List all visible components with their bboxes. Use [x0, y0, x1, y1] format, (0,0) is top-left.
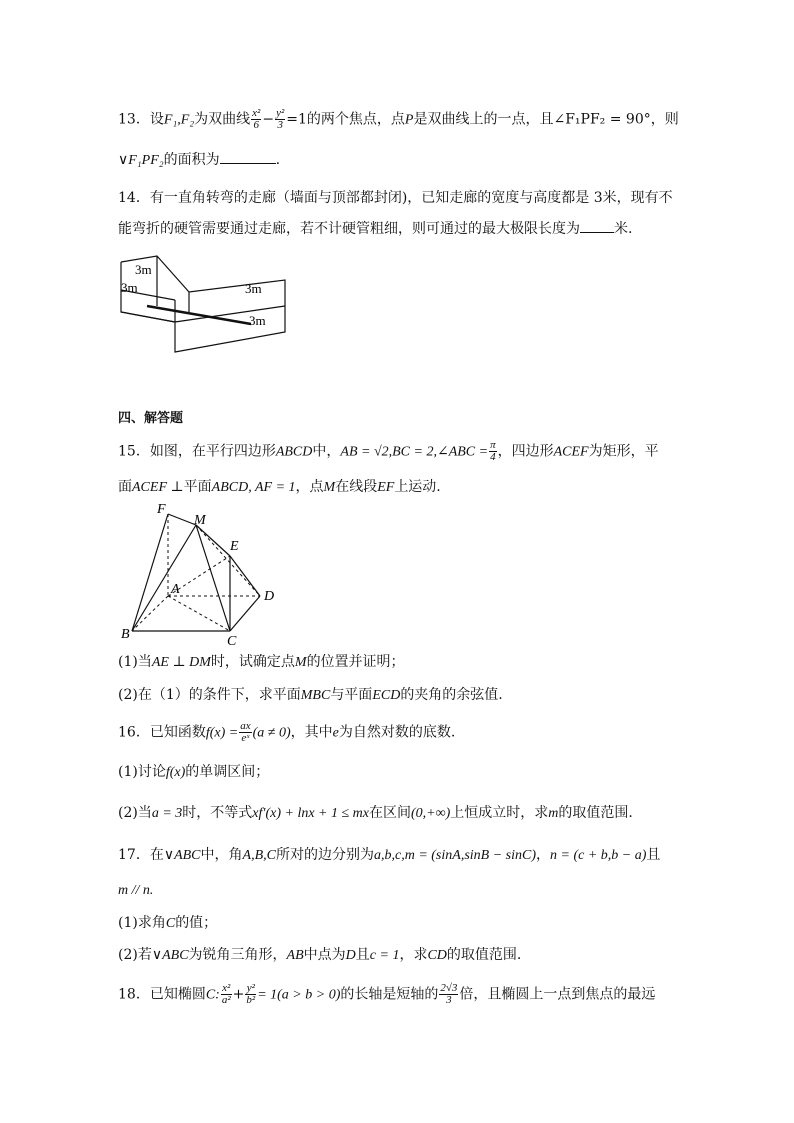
point-label-B: B	[121, 627, 130, 642]
fraction-ax-ex: $\frac{ax}{\text{eˣ}}$	[240, 720, 251, 744]
q16-part2: (2)当a = 3时，不等式xf′(x) + lnx + 1 ≤ mx在区间(0,+∞)上恒成立时，求m的取值范围.	[118, 805, 633, 821]
corridor-figure	[115, 250, 295, 362]
edge-ED	[230, 556, 260, 596]
dim-label-3m: 3m	[249, 313, 266, 328]
edge-MB	[132, 525, 196, 631]
point-label-C: C	[227, 634, 237, 649]
point-label-E: E	[230, 539, 239, 554]
point-label-D: D	[264, 589, 275, 604]
q13-line1: 13．设F₁,F₂为双曲线 $\frac{\text{x²}}{6}$ − $\frac{\text{y²}}{3}$ =1的两个焦点，点P是双曲线上的一点，且∠F₁PF₂ = 90°，则	[118, 107, 679, 131]
dim-label-3m: 3m	[135, 262, 152, 277]
q17-part2: (2)若∨ABC为锐角三角形，AB中点为D且c = 1，求CD的取值范围.	[118, 947, 522, 963]
section-heading: 四、解答题	[118, 411, 184, 426]
q14-line1: 14．有一直角转弯的走廊（墙面与顶部都封闭)，已知走廊的宽度与高度都是 3米，现有不	[118, 190, 673, 206]
q17-line1: 17．在∨ABC中，角A,B,C所对的边分别为a,b,c,m = (sinA,sinB − sinC)，n = (c + b,b − a)且	[118, 847, 661, 863]
q16-part1: (1)讨论f(x)的单调区间；	[118, 764, 270, 780]
q18-line1: 18．已知椭圆C: $\frac{\text{x²}}{\text{a²}}$ + $\frac{\text{y²}}{\text{b²}}$ = 1(a > b > 0)的长轴是短轴的 $\frac{2√3}{3}$ 倍，且椭圆上一点到焦点的最远	[118, 982, 656, 1006]
q17-line2: m // n.	[118, 883, 154, 898]
hidden-edge-MD	[196, 525, 260, 596]
answer-blank	[220, 149, 276, 164]
q17-part1: (1)求角C的值；	[118, 915, 218, 931]
fraction-2sqrt3-3: $\frac{2√3}{3}$	[440, 982, 458, 1006]
dim-label-3m: 3m	[121, 280, 138, 295]
solid-figure	[115, 500, 285, 650]
q15-part1: (1)当AE ⊥ DM时，试确定点M的位置并证明；	[118, 654, 405, 670]
dim-label-3m: 3m	[245, 281, 262, 296]
q13-line2: ∨F₁PF₂的面积为 .	[118, 149, 678, 171]
point-label-A: A	[171, 582, 180, 597]
q15-line2: 面ACEF ⊥平面ABCD, AF = 1，点M在线段EF上运动.	[118, 479, 441, 495]
answer-blank	[580, 218, 614, 233]
fraction-y2-3: $\frac{\text{y²}}{3}$	[276, 107, 285, 131]
fraction-y2-b2: $\frac{\text{y²}}{\text{b²}}$	[246, 982, 256, 1006]
point-label-M: M	[194, 513, 206, 528]
point-label-F: F	[157, 502, 166, 517]
edge-CD	[230, 596, 260, 631]
pipe-line	[147, 306, 251, 324]
fraction-x2-a2: $\frac{\text{x²}}{\text{a²}}$	[221, 982, 231, 1006]
corridor-edge	[121, 312, 175, 322]
q15-line1: 15．如图，在平行四边形ABCD中，AB = √2,BC = 2,∠ABC = $\frac{\pi}{4}$ ，四边形ACEF为矩形，平	[118, 439, 659, 463]
q15-part2: (2)在（1）的条件下，求平面MBC与平面ECD的夹角的余弦值.	[118, 687, 503, 703]
q14-line2: 能弯折的硬管需要通过走廊，若不计硬管粗细，则可通过的最大极限长度为 米.	[118, 218, 678, 239]
edge-FM	[168, 514, 196, 525]
fraction-x2-6: $\frac{\text{x²}}{6}$	[252, 107, 261, 131]
fraction-pi-4: $\frac{\pi}{4}$	[490, 439, 496, 463]
q16-line1: 16．已知函数f(x) = $\frac{ax}{\text{eˣ}}$ (a ≠ 0)，其中e为自然对数的底数.	[118, 720, 456, 744]
foci-label: F₁,F₂	[163, 112, 195, 128]
